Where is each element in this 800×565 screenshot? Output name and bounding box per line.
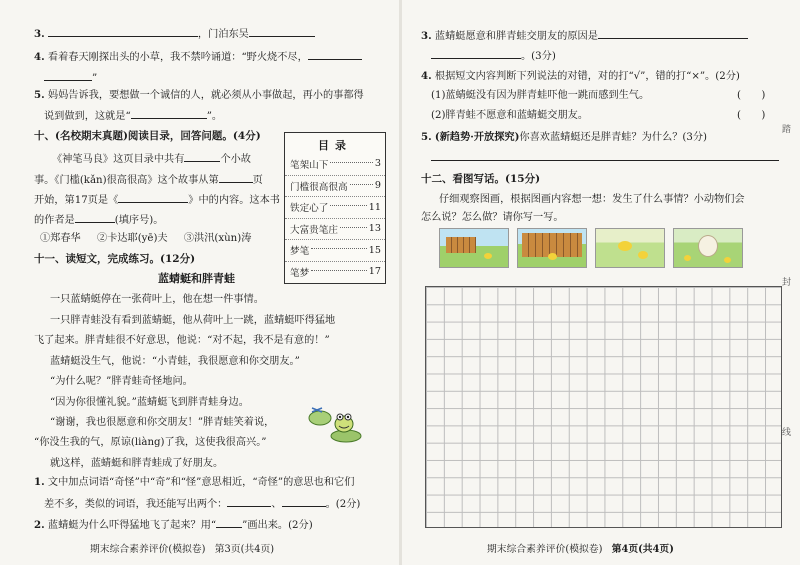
binding-label: 线: [782, 428, 792, 438]
footer-left: 期末综合素养评价(模拟卷) 第3页(共4页): [90, 544, 275, 555]
toc-entry-title: 梦笔: [290, 246, 310, 258]
table-of-contents: [284, 132, 386, 284]
answer-blank[interactable]: [131, 108, 207, 119]
page-fold: [399, 0, 402, 565]
frog-illustration: [306, 402, 362, 444]
answer-blank[interactable]: [249, 26, 315, 37]
answer-blank[interactable]: [184, 151, 220, 162]
toc-entry-page: 9: [374, 180, 381, 192]
sub-question-1: 1. 文中加点词语“奇怪”中“奇”和“怪”意思相近，“奇怪”的意思也和它们: [34, 476, 355, 488]
story-paragraph: 一只蓝蜻蜓停在一张荷叶上，他在想一件事情。: [50, 294, 264, 305]
picture-4: [673, 228, 743, 268]
toc-leader-dots: [330, 205, 366, 206]
underline-marker: [216, 517, 242, 528]
answer-blank[interactable]: [431, 48, 521, 59]
instruction-text: 怎么说？怎么做？请你写一写。: [421, 212, 564, 223]
judge-paren-1[interactable]: ( ): [737, 90, 766, 101]
toc-entry-title: 门槛很高很高: [290, 181, 348, 193]
toc-entry: [285, 239, 385, 261]
toc-entry-page: 13: [368, 223, 381, 235]
sub-question-2: 2. 蓝蜻蜓为什么吓得猛地飞了起来？用“ ”画出来。(2分): [34, 519, 313, 531]
toc-title: 目录: [318, 139, 352, 152]
toc-entry-page: 3: [374, 158, 381, 170]
toc-entry-page: 17: [368, 266, 381, 278]
instruction-text: 仔细观察图画，根据图画内容想一想：发生了什么事情？小动物们会: [439, 194, 745, 205]
toc-entry-title: 笔梦: [290, 267, 310, 279]
question-3: 3. 蓝蜻蜓愿意和胖青蛙交朋友的原因是: [421, 28, 748, 44]
story-paragraph: “因为你很懂礼貌。”蓝蜻蜓飞到胖青蛙身边。: [50, 397, 249, 408]
toc-entry: [285, 261, 385, 283]
question-3: 3. ，门泊东吴: [34, 26, 315, 42]
story-paragraph: 飞了起来。胖青蛙很不好意思，他说：“对不起，我不是有意的！”: [34, 335, 330, 346]
answer-blank[interactable]: [75, 212, 115, 223]
author-options: ①郑春华 ②卡达耶(yē)夫 ③洪汛(xùn)涛: [40, 233, 252, 244]
story-paragraph: “为什么呢？”胖青蛙奇怪地问。: [50, 376, 193, 387]
toc-entry: [285, 196, 385, 218]
answer-blank[interactable]: [308, 49, 362, 60]
story-paragraph: 蓝蜻蜓没生气，他说：“小青蛙，我很愿意和你交朋友。”: [50, 356, 300, 367]
statement-1: (1)蓝蜻蜓没有因为胖青蛙吓他一跳而感到生气。: [431, 90, 650, 101]
toc-entry-title: 笔架山下: [290, 159, 329, 171]
question-5: 5. 妈妈告诉我，要想做一个诚信的人，就必须从小事做起，再小的事都得: [34, 89, 364, 101]
question-4: 4. 看着春天刚探出头的小草，我不禁吟诵道：“野火烧不尽，: [34, 49, 362, 65]
answer-blank[interactable]: [598, 28, 748, 39]
statement-2: (2)胖青蛙不愿意和蓝蜻蜓交朋友。: [431, 110, 589, 121]
answer-blank[interactable]: [282, 496, 326, 507]
section-10-title: 十、(名校期末真题)阅读目录，回答问题。(4分): [34, 130, 261, 142]
toc-leader-dots: [311, 248, 367, 249]
toc-entry-title: 大富贵笔庄: [290, 224, 338, 236]
picture-2: [517, 228, 587, 268]
story-title: 蓝蜻蜓和胖青蛙: [158, 272, 235, 285]
right-page: 3. 蓝蜻蜓愿意和胖青蛙交朋友的原因是 。(3分) 4. 根据短文内容判断下列说法的对错，对的打“√”，错的打“×”。(2分) (1)蓝蜻蜓没有因为胖青蛙吓他一跳而感到生气。 ( ) (2)胖青蛙不愿意和蓝蜻蜓交朋友。 ( ) 5. (新趋势·开放探究)你喜欢蓝蜻蜓还是胖青蛙？为什么？(3分) 十二、看图写话。(15分) 仔细观察图画，根据图画内容想一想：发生了什么事情？小动物们会 怎么说？怎么做？请你写一写。 期末综合素养评价(模拟卷) 第4页(共4页): [403, 0, 800, 565]
toc-entry-page: 11: [368, 201, 381, 213]
answer-blank[interactable]: [48, 26, 198, 37]
answer-blank[interactable]: [219, 172, 253, 183]
toc-leader-dots: [350, 184, 373, 185]
left-page: 3. ，门泊东吴 4. 看着春天刚探出头的小草，我不禁吟诵道：“野火烧不尽， ” 5. 妈妈告诉我，要想做一个诚信的人，就必须从小事做起，再小的事都得 说到做到，这就是“ ”。 十、(名校期末真题)阅读目录，回答问题。(4分) 《神笔马良》这页目录中共有 个小故 事。《门槛(kǎn)很高很高》这个故事从第 页 开始，第17页是《 》中的内容。这本书 的作者是 (填序号)。 ①郑春华 ②卡达耶(yē)夫 ③洪汛(xùn)涛 目录 笔架山下 3 门槛很高很高 9 铁定心了 11 大富贵笔庄 13 梦笔 15 笔梦 17 十一、读短文，完成练习。(12分) 蓝蜻蜓和胖青蛙 一只蓝蜻蜓停在一张荷叶上，他在想一件事情。 一只胖青蛙没有看到蓝蜻蜓，他从荷叶上一跳，蓝蜻蜓吓得猛地 飞了起来。胖青蛙很不好意思，他说：“对不起，我不是有意的！” 蓝蜻蜓没生气，他说：“小青蛙，我很愿意和你交朋友。” “为什么呢？”胖青蛙奇怪地问。 “因为你很懂礼貌。”蓝蜻蜓飞到胖青蛙身边。 “谢谢，我也很愿意和你交朋友！”胖青蛙笑着说， “你没生我的气，原谅(liàng)了我，这使我很高兴。” 就这样，蓝蜻蜓和胖青蛙成了好朋友。 1. 文中加点词语“奇怪”中“奇”和“怪”意思相近，“奇怪”的意思也和它们 差不多，类似的词语，我还能写出两个： 、 。(2分) 2. 蓝蜻蜓为什么吓得猛地飞了起来？用“ ”画出来。(2分) 期末综合素养评价(模拟卷) 第3页(共4页): [0, 0, 398, 565]
story-paragraph: “你没生我的气，原谅(liàng)了我，这使我很高兴。”: [34, 437, 267, 448]
question-5: 5. (新趋势·开放探究)你喜欢蓝蜻蜓还是胖青蛙？为什么？(3分): [421, 131, 708, 143]
answer-blank[interactable]: [227, 496, 271, 507]
story-paragraph: 一只胖青蛙没有看到蓝蜻蜓，他从荷叶上一跳，蓝蜻蜓吓得猛地: [50, 315, 336, 326]
story-paragraph: “谢谢，我也很愿意和你交朋友！”胖青蛙笑着说，: [50, 417, 275, 428]
toc-entry-page: 15: [368, 244, 381, 256]
section-12-title: 十二、看图写话。(15分): [421, 173, 541, 185]
binding-label: 踏: [782, 125, 792, 135]
toc-leader-dots: [340, 227, 367, 228]
toc-entry-title: 铁定心了: [290, 203, 329, 215]
toc-leader-dots: [311, 270, 367, 271]
footer-right: 期末综合素养评价(模拟卷) 第4页(共4页): [487, 544, 674, 555]
answer-blank[interactable]: [44, 70, 92, 81]
toc-entry: [285, 175, 385, 197]
answer-line[interactable]: [431, 160, 779, 161]
picture-1: [439, 228, 509, 268]
writing-grid[interactable]: [425, 286, 782, 528]
judge-paren-2[interactable]: ( ): [737, 110, 766, 121]
answer-blank[interactable]: [118, 192, 188, 203]
binding-label: 封: [782, 278, 792, 288]
toc-entry: [285, 218, 385, 240]
picture-panels: [439, 228, 743, 270]
question-4: 4. 根据短文内容判断下列说法的对错，对的打“√”，错的打“×”。(2分): [421, 70, 740, 82]
story-paragraph: 就这样，蓝蜻蜓和胖青蛙成了好朋友。: [50, 458, 224, 469]
toc-entry: [285, 153, 385, 175]
section-11-title: 十一、读短文，完成练习。(12分): [34, 253, 196, 265]
toc-leader-dots: [330, 162, 373, 163]
picture-3: [595, 228, 665, 268]
